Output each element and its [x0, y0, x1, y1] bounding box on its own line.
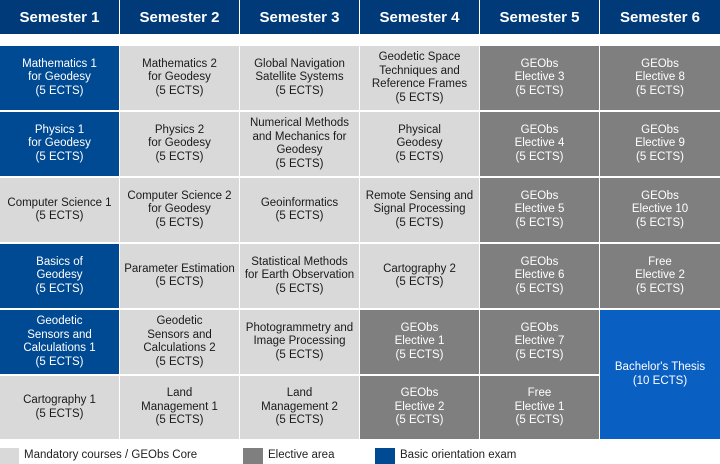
legend [0, 448, 720, 464]
course-geobs-elective-3: GEObs Elective 3 (5 ECTS) [480, 46, 599, 110]
semester-3-header: Semester 3 [240, 0, 359, 34]
course-free-elective-1: Free Elective 1 (5 ECTS) [480, 376, 599, 439]
semester-2-header: Semester 2 [120, 0, 239, 34]
course-geodetic-sensors-2: Geodetic Sensors and Calculations 2 (5 ECTS) [120, 310, 239, 374]
legend-elective-label: Elective area [268, 449, 335, 461]
legend-basic-swatch [375, 448, 395, 464]
course-geobs-elective-6: GEObs Elective 6 (5 ECTS) [480, 244, 599, 308]
course-geobs-elective-8: GEObs Elective 8 (5 ECTS) [600, 46, 720, 110]
course-parameter-estimation: Parameter Estimation (5 ECTS) [120, 244, 239, 308]
course-geobs-elective-4: GEObs Elective 4 (5 ECTS) [480, 112, 599, 176]
curriculum-grid [0, 46, 720, 439]
course-geobs-elective-2: GEObs Elective 2 (5 ECTS) [360, 376, 479, 439]
course-computer-science-1: Computer Science 1 (5 ECTS) [0, 178, 119, 242]
course-physics-2: Physics 2 for Geodesy (5 ECTS) [120, 112, 239, 176]
semester-6-header: Semester 6 [600, 0, 720, 34]
course-numerical-methods: Numerical Methods and Mechanics for Geodesy (5 ECTS) [240, 112, 359, 176]
course-geodetic-space-techniques: Geodetic Space Techniques and Reference Frames (5 ECTS) [360, 46, 479, 110]
course-free-elective-2: Free Elective 2 (5 ECTS) [600, 244, 720, 308]
course-gnss: Global Navigation Satellite Systems (5 ECTS) [240, 46, 359, 110]
semester-5-header: Semester 5 [480, 0, 599, 34]
course-statistical-methods: Statistical Methods for Earth Observation (5 ECTS) [240, 244, 359, 308]
semester-header-row [0, 0, 720, 34]
semester-1-header: Semester 1 [0, 0, 119, 34]
legend-mandatory-label: Mandatory courses / GEObs Core [24, 449, 198, 461]
semester-4-header: Semester 4 [360, 0, 479, 34]
legend-elective-swatch [243, 448, 263, 464]
course-geobs-elective-9: GEObs Elective 9 (5 ECTS) [600, 112, 720, 176]
course-cartography-2: Cartography 2 (5 ECTS) [360, 244, 479, 308]
course-bachelors-thesis: Bachelor's Thesis (10 ECTS) [600, 310, 720, 439]
course-geobs-elective-1: GEObs Elective 1 (5 ECTS) [360, 310, 479, 374]
course-mathematics-2: Mathematics 2 for Geodesy (5 ECTS) [120, 46, 239, 110]
course-computer-science-2: Computer Science 2 for Geodesy (5 ECTS) [120, 178, 239, 242]
course-geoinformatics: Geoinformatics (5 ECTS) [240, 178, 359, 242]
course-cartography-1: Cartography 1 (5 ECTS) [0, 376, 119, 439]
course-physics-1: Physics 1 for Geodesy (5 ECTS) [0, 112, 119, 176]
course-geobs-elective-7: GEObs Elective 7 (5 ECTS) [480, 310, 599, 374]
course-remote-sensing: Remote Sensing and Signal Processing (5 ECTS) [360, 178, 479, 242]
course-basics-of-geodesy: Basics of Geodesy (5 ECTS) [0, 244, 119, 308]
course-geobs-elective-5: GEObs Elective 5 (5 ECTS) [480, 178, 599, 242]
course-land-management-2: Land Management 2 (5 ECTS) [240, 376, 359, 439]
course-physical-geodesy: Physical Geodesy (5 ECTS) [360, 112, 479, 176]
legend-basic-label: Basic orientation exam [400, 449, 517, 461]
legend-mandatory-swatch [0, 448, 19, 464]
course-mathematics-1: Mathematics 1 for Geodesy (5 ECTS) [0, 46, 119, 110]
course-geodetic-sensors-1: Geodetic Sensors and Calculations 1 (5 ECTS) [0, 310, 119, 374]
course-land-management-1: Land Management 1 (5 ECTS) [120, 376, 239, 439]
course-geobs-elective-10: GEObs Elective 10 (5 ECTS) [600, 178, 720, 242]
course-photogrammetry: Photogrammetry and Image Processing (5 ECTS) [240, 310, 359, 374]
